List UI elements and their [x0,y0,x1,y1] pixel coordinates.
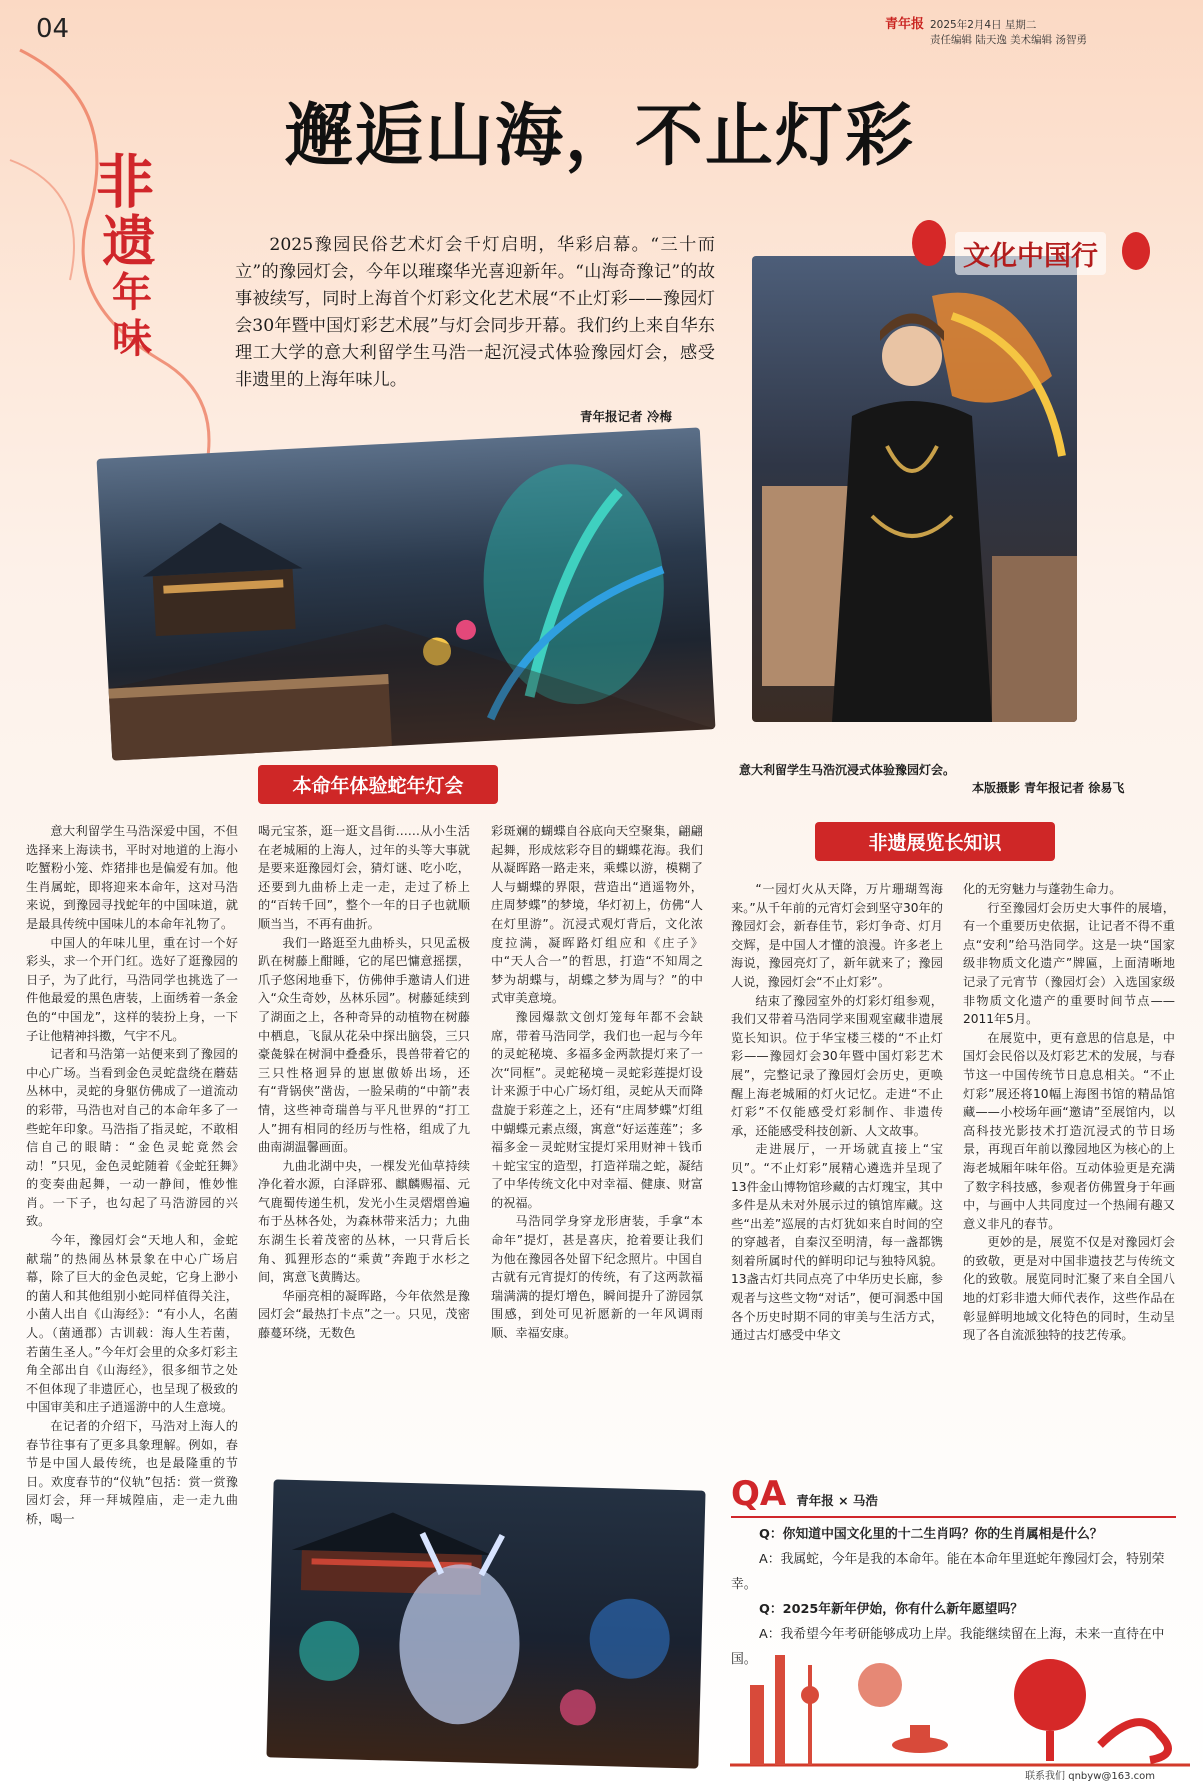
photo-student-portrait [752,256,1077,722]
qa-question-2: Q：2025年新年伊始，你有什么新年愿望吗？ [759,1602,1024,1617]
paragraph: 九曲北湖中央，一棵发光仙草持续净化着水源，白泽辟邪、麒麟赐福、元气鹿蜀传递生机，发光小生灵熠熠兽遍布于丛林各处，为森林带来活力；九曲东湖生长着茂密的丛林，一只背后长角、狐狸形态的“乘黄”奔跑于水杉之间，寓意飞黄腾达。 [258,1158,470,1285]
lantern-icon [912,220,946,266]
paragraph: 豫园爆款文创灯笼每年都不会缺席，带着马浩同学，我们也一起与今年的灵蛇秘境、多福多金两款提灯来了一次“同框”。灵蛇秘境－灵蛇彩莲提灯设计来源于中心广场灯组，灵蛇从天而降盘旋于彩莲之上，还有“庄周梦蝶”灯组中蝴蝶元素点缀，寓意“好运莲莲”；多福多金－灵蛇财宝提灯采用财神＋钱币＋蛇宝宝的造型，打造祥瑞之蛇，凝结了中华传统文化中对幸福、健康、财富的祝福。 [491,1009,703,1210]
byline: 青年报记者 冷梅 [580,409,672,424]
qa-question-1: Q：你知道中国文化里的十二生肖吗？你的生肖属相是什么？ [759,1527,1103,1542]
paragraph: 结束了豫园室外的灯彩灯组参观，我们又带着马浩同学来围观室藏非遗展览长知识。位于华宝楼三楼的“不止灯彩——豫园灯会30年暨中国灯彩艺术展”，完整记录了豫园灯会历史，更唤醒上海老城厢的灯火记忆。走进“不止灯彩”不仅能感受灯彩制作、非遗传承，还能感受科技创新、人文故事。 [731,993,943,1138]
paragraph: 我们一路逛至九曲桥头，只见孟极趴在树藤上酣睡，它的尾巴慵意摇摆，爪子悠闲地垂下，仿佛伸手邀请人们进入“众生奇妙，丛林乐园”。树藤延续到了湖面之上，各种奇异的动植物在树藤中栖息，飞鼠从花朵中探出脑袋，三只豪彘躲在树洞中叠叠乐，畏兽带着它的三只性格迥异的崽崽傲娇出场，还有“背锅侠”凿齿，一脸呆萌的“中箭”表情，这些神奇瑞兽与平凡世界的“打工人”拥有相同的经历与性格，组成了九曲南湖温馨画面。 [258,935,470,1155]
photo-creature-lantern [266,1479,705,1768]
headline: 邂逅山海，不止灯彩 [285,96,916,176]
editors: 责任编辑 陆天逸 美术编辑 汤智勇 [930,34,1088,46]
culture-stamp: 文化中国行 [955,232,1106,275]
section-title-1: 本命年体验蛇年灯会 [258,765,498,804]
page-number: 04 [36,14,70,44]
tag-char-2: 遗 [102,209,156,273]
tag-char-4: 味 [112,315,152,362]
issue-meta [930,18,1087,48]
qa-answer-2: A：我希望今年考研能够成功上岸。我能继续留在上海，未来一直待在中国。 [731,1627,1165,1667]
paragraph: 在展览中，更有意思的信息是，中国灯会民俗以及灯彩艺术的发展，与春节这一中国传统节日息息相关。“不止灯彩”展还将10幅上海图书馆的精品馆藏——小校场年画“邀请”至展馆内，以高科技光影技术打造沉浸式的节日场景，再现百年前以豫园地区为核心的上海老城厢年味年俗。互动体验更是充满了数字科技感，参观者仿佛置身于年画中，与画中人共同度过一个热闹有趣又意义非凡的春节。 [963,1030,1175,1231]
qa-subtitle: 青年报 × 马浩 [796,1493,878,1508]
article-column-1 [26,822,238,1529]
newspaper-logo: 青年报 [885,17,925,32]
photo-credit: 本版摄影 青年报记者 徐易飞 [972,781,1125,795]
qa-answer-1: A：我属蛇，今年是我的本命年。能在本命年里逛蛇年豫园灯会，特别荣幸。 [731,1552,1165,1592]
footer-contact: 联系我们 qnbyw@163.com [1025,1771,1155,1782]
qa-header [731,1474,1176,1518]
paragraph: 华丽亮相的凝晖路，今年依然是豫园灯会“最热打卡点”之一。只见，茂密藤蔓环绕，无数色 [258,1288,470,1341]
paragraph: 在记者的介绍下，马浩对上海人的春节往事有了更多具象理解。例如，春节是中国人最传统，也是最隆重的节日。欢度春节的“仪轨”包括：赏一赏豫园灯会，拜一拜城隍庙，走一走九曲桥，喝一 [26,1419,238,1526]
article-column-2 [258,822,470,1343]
tag-char-3: 年 [112,269,152,316]
paragraph: 化的无穷魅力与蓬勃生命力。 [963,882,1122,896]
photo-lantern-garden [97,427,716,760]
paragraph: 行至豫园灯会历史大事件的展墙，有一个重要历史依据，让记者不得不重点“安利”给马浩同学。这是一块“国家级非物质文化遗产”牌匾，上面清晰地记录了元宵节（豫园灯会）入选国家级非物质文化遗产的重要时间节点——2011年5月。 [963,900,1175,1027]
paragraph: 彩斑斓的蝴蝶自谷底向天空聚集，翩翩起舞，形成炫彩夺目的蝴蝶花海。我们从凝晖路一路走来，乘蝶以游，模糊了人与蝴蝶的界限，营造出“逍遥物外，庄周梦蝶”的梦境，华灯初上，仿佛“人在灯里游”。沉浸式观灯背后，文化浓度拉满，凝晖路灯组应和《庄子》中“天人合一”的哲思，打造“不知周之梦为胡蝶与，胡蝶之梦为周与？”的中式审美意境。 [491,824,703,1006]
photo-caption: 意大利留学生马浩沉浸式体验豫园灯会。 [739,763,956,777]
paragraph: 走进展厅，一开场就直接上“宝贝”。“不止灯彩”展精心遴选并呈现了13件金山博物馆珍藏的古灯瑰宝，其中多件是从未对外展示过的镇馆库藏。这些“出差”巡展的古灯犹如来自时间的空的穿越者，自秦汉至明清，每一盏都镌刻着所属时代的鲜明印记与独特风貌。13盏古灯共同点亮了中华历史长廊，参观者与这些文物“对话”，便可洞悉中国各个历史时期不同的审美与生活方式，通过古灯感受中华文 [731,1142,943,1343]
section-title-2: 非遗展览长知识 [815,822,1055,861]
photo-creature-art [266,1479,705,1768]
lantern-icon-right [1122,232,1150,270]
paragraph: 马浩同学身穿龙形唐装，手拿“本命年”提灯，甚是喜庆，抢着要让我们为他在豫园各处留下纪念照片。中国自古就有元宵提灯的传统，有了这两款福瑞满满的提灯增色，瞬间提升了游园氛围感，到处可见祈愿新的一年风调雨顺、幸福安康。 [491,1214,703,1341]
article-column-4 [731,880,943,1345]
article-column-3 [491,822,703,1343]
paragraph: 中国人的年味儿里，重在讨一个好彩头，求一个开门红。选好了逛豫园的日子，为了此行，马浩同学也挑选了一件他最爱的黑色唐装，上面绣着一条金色的“中国龙”，这样的装扮上身，一下子让他精神抖擞，气宇不凡。 [26,935,238,1043]
photo-lantern-garden-art [97,427,716,760]
photo-student-art [752,256,1077,722]
paragraph: 喝元宝茶，逛一逛文昌街……从小生活在老城厢的上海人，过年的头等大事就是要来逛豫园灯会，猜灯谜、吃小吃，还要到九曲桥上走一走，走过了桥上的“百转千回”，整个一年的日子也就顺顺当当，不再有曲折。 [258,824,470,931]
paragraph: 记者和马浩第一站便来到了豫园的中心广场。当看到金色灵蛇盘绕在蘑菇丛林中，灵蛇的身躯仿佛成了一道流动的彩带，马浩也对自己的本命年多了一些蛇年印象。马浩指了指灵蛇，不敢相信自己的眼睛：“金色灵蛇竟然会动！”只见，金色灵蛇随着《金蛇狂舞》的变奏曲起舞，一动一静间，惟妙惟肖。一下子，也勾起了马浩游园的兴致。 [26,1047,238,1229]
paragraph: “一园灯火从天降，万片珊瑚驾海来。”从千年前的元宵灯会到坚守30年的豫园灯会，新春佳节，彩灯争奇、灯月交辉，是中国人才懂的浪漫。许多老上海说，豫园亮灯了，新年就来了；豫园人说，豫园灯会“不止灯彩”。 [731,882,943,989]
issue-date: 2025年2月4日 星期二 [930,19,1037,31]
qa-label: QA [731,1474,787,1514]
paragraph: 意大利留学生马浩深爱中国，不但选择来上海读书，平时对地道的上海小吃蟹粉小笼、炸猪排也是偏爱有加。他生肖属蛇，即将迎来本命年，这对马浩来说，到豫园寻找蛇年的中国味道，就是最具传统中国味儿的本命年礼物了。 [26,824,238,931]
section-tag [96,148,156,362]
shanghai-skyline-decoration [720,1625,1190,1775]
tag-char-1: 非 [96,148,155,216]
paragraph: 今年，豫园灯会“天地人和，金蛇献瑞”的热闹丛林景象在中心广场启幕，除了巨大的金色灵蛇，它身上渺小的菌人和其他组别小蛇同样值得关注，小菌人出自《山海经》：“有小人，名菌人。（菌通郡）古训载：海人生若菌，若菌生圣人。”今年灯会里的众多灯彩主角全部出自《山海经》，很多细节之处不但体现了非遗匠心，也呈现了极致的中国审美和庄子逍遥游中的人生意境。 [26,1233,238,1415]
article-column-5 [963,880,1175,1345]
paragraph: 更妙的是，展览不仅是对豫园灯会的致敬，更是对中国非遗技艺与传统文化的致敬。展览同时汇聚了来自全国八地的灯彩非遗大师代表作，这些作品在彰显鲜明地域文化特色的同时，生动呈现了各自流派独特的技艺传承。 [963,1235,1175,1343]
lead-paragraph: 2025豫园民俗艺术灯会千灯启明，华彩启幕。“三十而立”的豫园灯会，今年以璀璨华光喜迎新年。“山海奇豫记”的故事被续写，同时上海首个灯彩文化艺术展“不止灯彩——豫园灯会30年暨中国灯彩艺术展”与灯会同步开幕。我们约上来自华东理工大学的意大利留学生马浩一起沉浸式体验豫园灯会，感受非遗里的上海年味儿。 [235,235,715,390]
